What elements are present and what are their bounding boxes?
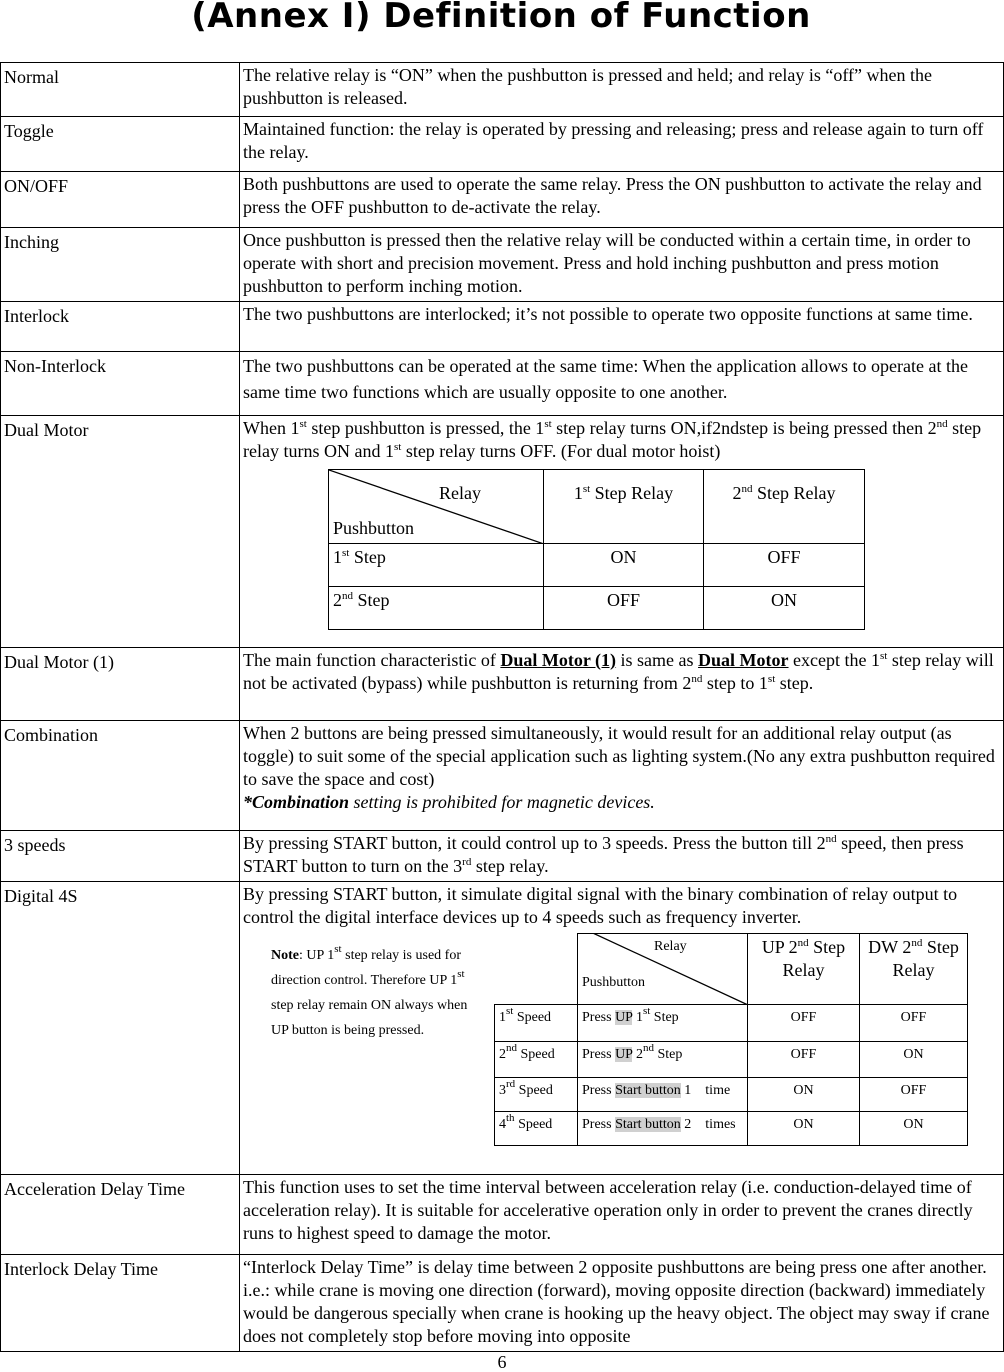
cell: ON [748,1078,860,1112]
pushbutton-label: Pushbutton [333,518,415,538]
term-cell: Interlock Delay Time [1,1255,240,1352]
term-cell: 3 speeds [1,831,240,882]
speed-row: 2nd Speed Press UP 2nd Step OFF ON [495,1042,968,1078]
desc-cell: Once pushbutton is pressed then the relative relay will be conducted within a certain time, in order to operate with short and precision movement. Press and hold inching pushbutton and press motion pushbutton to perform inching motion. [240,228,1004,302]
desc-cell: “Interlock Delay Time” is delay time between 2 opposite pushbuttons are being press one after another. i.e.: while crane is moving one direction (forward), moving opposite direction (backward) immediately would be dangerous specially when crane is hooking up the heavy object. The object may sway if crane does not completely stop before moving into opposite [240,1255,1004,1352]
diagonal-header-cell [578,934,748,1005]
ref-dual-motor-1: Dual Motor (1) [500,650,617,670]
ref-dual-motor: Dual Motor [698,650,789,670]
digital4s-note: Note: UP 1st step relay is used for direction control. Therefore UP 1st step relay remain ON always when UP button is being pressed. [271,943,468,1038]
desc-cell [240,352,1004,416]
term-cell: Dual Motor [1,416,240,648]
table-row [1,352,1004,416]
col-header: 1st Step Relay [544,470,704,544]
table-row [1,172,1004,228]
col-header: UP 2nd Step Relay [748,934,860,1005]
speed-row: 4th Speed Press Start button 2 times ON ON [495,1112,968,1146]
term-cell: ON/OFF [1,172,240,228]
cell: ON [860,1042,968,1078]
relay-label: Relay [439,483,481,503]
table-row-3-speeds [1,831,1004,882]
table-row-digital-4s [1,882,1004,1175]
table-row-interlock-delay [1,1255,1004,1352]
cell: OFF [704,544,865,587]
function-definition-table [0,62,1004,1352]
desc-cell [240,416,1004,648]
cell: ON [544,544,704,587]
digital4s-speed-table [494,933,968,1146]
page-number: 6 [497,1352,507,1372]
desc-cell: Both pushbuttons are used to operate the same relay. Press the ON pushbutton to activate the relay and press the OFF pushbutton to de-activate the relay. [240,172,1004,228]
diagonal-header-cell [329,470,544,544]
table-row-accel-delay [1,1175,1004,1255]
cell: ON [860,1112,968,1146]
col-header: DW 2nd Step Relay [860,934,968,1005]
cell: ON [704,587,865,630]
desc-cell: Maintained function: the relay is operated by pressing and releasing; press and release again to turn off the relay. [240,117,1004,172]
term-cell: Non-Interlock [1,352,240,416]
relay-label: Relay [654,939,687,954]
cell: OFF [860,1078,968,1112]
table-row-combination [1,721,1004,831]
table-row [1,63,1004,117]
col-header: 2nd Step Relay [704,470,865,544]
desc-cell [240,882,1004,1175]
term-cell: Acceleration Delay Time [1,1175,240,1255]
row-header: 2nd Step [329,587,544,630]
table-row-dual-motor-1 [1,648,1004,721]
desc-text: The two pushbuttons can be operated at the same time: When the application allows to operate at the same time two functions which are usually opposite to one another. [243,356,968,402]
term-cell: Inching [1,228,240,302]
dual-motor-relay-table [328,469,865,630]
pushbutton-label: Pushbutton [582,975,646,990]
desc-cell: This function uses to set the time interval between acceleration relay (i.e. conduction-delayed time of acceleration relay). It is suitable for accelerative operation only in order to prevent the cranes directly runs to highest speed to damage the motor. [240,1175,1004,1255]
term-cell: Dual Motor (1) [1,648,240,721]
row-header: 1st Step [329,544,544,587]
cell: OFF [860,1005,968,1042]
term-cell: Toggle [1,117,240,172]
term-cell: Digital 4S [1,882,240,1175]
speed-row: 1st Speed Press UP 1st Step OFF OFF [495,1005,968,1042]
term-cell: Combination [1,721,240,831]
desc-cell: By pressing START button, it could control up to 3 speeds. Press the button till 2nd speed, then press START button to turn on the 3rd step relay. [240,831,1004,882]
table-row-dual-motor [1,416,1004,648]
speed-row: 3rd Speed Press Start button 1 time ON OFF [495,1078,968,1112]
desc-cell: When 2 buttons are being pressed simultaneously, it would result for an additional relay output (as toggle) to suit some of the special application such as lighting system.(No any extra pushbutton required to save the space and cost) *Combination setting is prohibited for magnetic devices. [240,721,1004,831]
table-row [1,302,1004,352]
combination-note: *Combination setting is prohibited for magnetic devices. [243,792,655,812]
term-cell: Normal [1,63,240,117]
cell: OFF [748,1042,860,1078]
table-row [1,117,1004,172]
cell: OFF [748,1005,860,1042]
cell: OFF [544,587,704,630]
table-row [1,228,1004,302]
digital4s-text: By pressing START button, it simulate digital signal with the binary combination of relay output to control the digital interface devices up to 4 speeds such as frequency inverter. [243,884,958,927]
cell: ON [748,1112,860,1146]
desc-cell: The two pushbuttons are interlocked; it’s not possible to operate two opposite functions at same time. [240,302,1004,352]
term-cell: Interlock [1,302,240,352]
page-title: (Annex I) Definition of Function [191,0,811,36]
desc-cell: The main function characteristic of Dual Motor (1) is same as Dual Motor except the 1st step relay will not be activated (bypass) while pushbutton is returning from 2nd step to 1st step. [240,648,1004,721]
desc-cell: The relative relay is “ON” when the pushbutton is pressed and held; and relay is “off” when the pushbutton is released. [240,63,1004,117]
dual-motor-text: When 1st step pushbutton is pressed, the 1st step relay turns ON,if2ndstep is being pressed then 2nd step relay turns ON and 1st step relay turns OFF. (For dual motor hoist) [243,418,982,461]
